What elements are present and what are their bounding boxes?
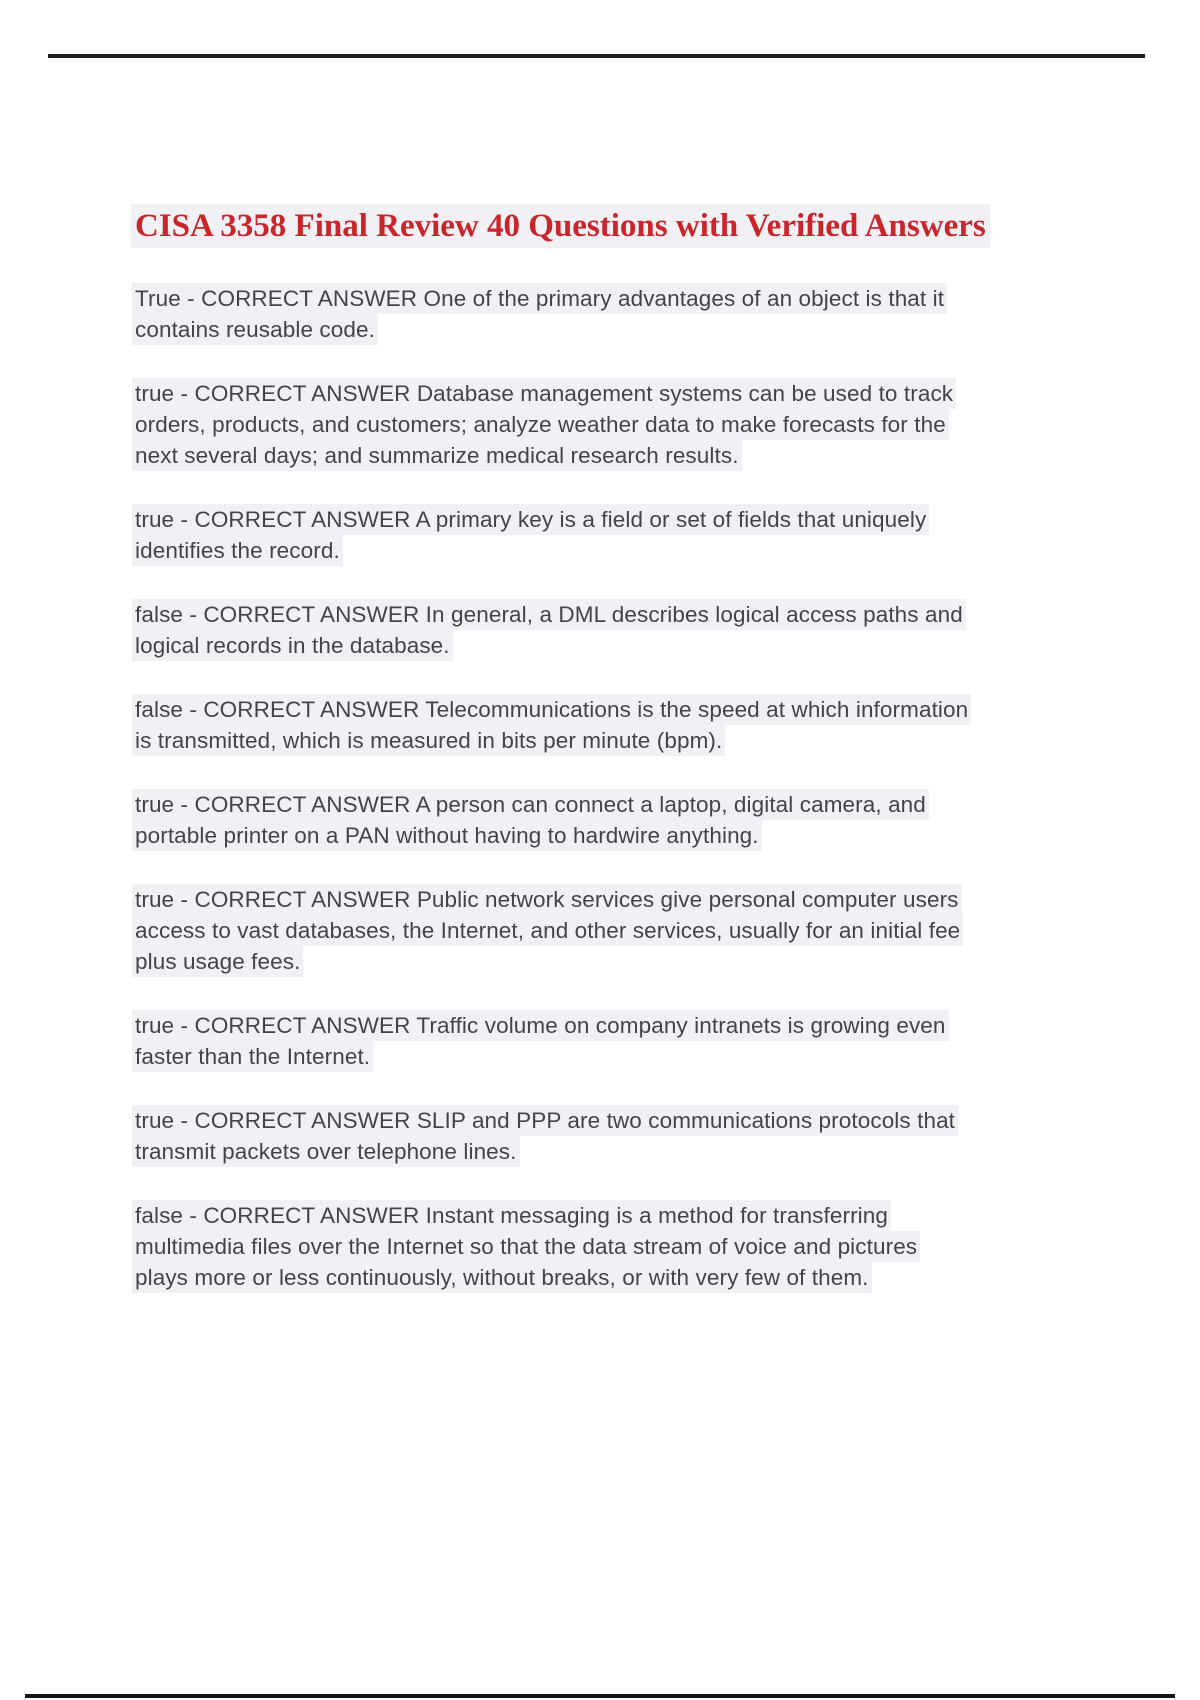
top-horizontal-rule bbox=[48, 54, 1145, 58]
qa-line: transmit packets over telephone lines. bbox=[135, 1139, 517, 1164]
qa-paragraph bbox=[135, 1010, 1145, 1072]
bottom-horizontal-rule bbox=[25, 1694, 1175, 1698]
qa-line: portable printer on a PAN without having to hardwire anything. bbox=[135, 823, 759, 848]
qa-line: next several days; and summarize medical research results. bbox=[135, 443, 739, 468]
qa-paragraph bbox=[135, 1200, 1145, 1293]
qa-line: identifies the record. bbox=[135, 538, 340, 563]
qa-line: multimedia files over the Internet so that the data stream of voice and pictures bbox=[135, 1234, 918, 1259]
qa-line: true - CORRECT ANSWER Database management systems can be used to track bbox=[135, 381, 954, 406]
qa-paragraph bbox=[135, 378, 1145, 471]
qa-line: is transmitted, which is measured in bits per minute (bpm). bbox=[135, 728, 723, 753]
qa-paragraph bbox=[135, 694, 1145, 756]
qa-paragraph bbox=[135, 789, 1145, 851]
qa-line: true - CORRECT ANSWER SLIP and PPP are two communications protocols that bbox=[135, 1108, 956, 1133]
document-content bbox=[135, 203, 1145, 1326]
qa-line: orders, products, and customers; analyze weather data to make forecasts for the bbox=[135, 412, 946, 437]
qa-line: true - CORRECT ANSWER A person can connect a laptop, digital camera, and bbox=[135, 792, 926, 817]
qa-paragraph bbox=[135, 884, 1145, 977]
qa-line: false - CORRECT ANSWER Telecommunications is the speed at which information bbox=[135, 697, 969, 722]
qa-paragraph bbox=[135, 504, 1145, 566]
qa-paragraph bbox=[135, 1105, 1145, 1167]
qa-line: false - CORRECT ANSWER Instant messaging is a method for transferring bbox=[135, 1203, 889, 1228]
qa-line: false - CORRECT ANSWER In general, a DML describes logical access paths and bbox=[135, 602, 963, 627]
qa-paragraph bbox=[135, 283, 1145, 345]
qa-line: true - CORRECT ANSWER Traffic volume on company intranets is growing even bbox=[135, 1013, 946, 1038]
qa-line: true - CORRECT ANSWER A primary key is a field or set of fields that uniquely bbox=[135, 507, 927, 532]
qa-line: plus usage fees. bbox=[135, 949, 301, 974]
page-title bbox=[135, 203, 1145, 249]
page-title-text: CISA 3358 Final Review 40 Questions with Verified Answers bbox=[135, 208, 986, 244]
qa-line: contains reusable code. bbox=[135, 317, 375, 342]
qa-line: true - CORRECT ANSWER Public network services give personal computer users bbox=[135, 887, 959, 912]
qa-line: plays more or less continuously, without breaks, or with very few of them. bbox=[135, 1265, 869, 1290]
qa-paragraph bbox=[135, 599, 1145, 661]
qa-line: True - CORRECT ANSWER One of the primary advantages of an object is that it bbox=[135, 286, 945, 311]
qa-line: access to vast databases, the Internet, and other services, usually for an initial fee bbox=[135, 918, 961, 943]
qa-line: logical records in the database. bbox=[135, 633, 450, 658]
qa-line: faster than the Internet. bbox=[135, 1044, 371, 1069]
